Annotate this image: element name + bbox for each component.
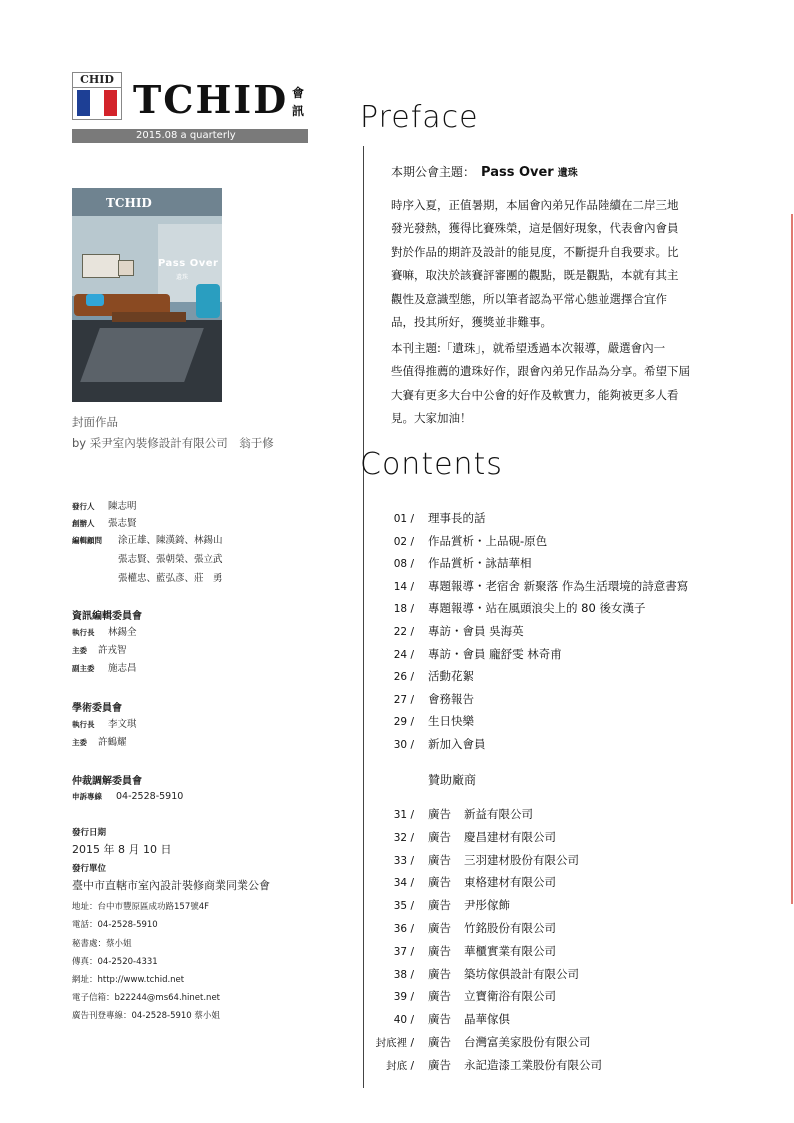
flag-icon	[77, 90, 117, 116]
staff-advisors-2: 張志賢、張朝榮、張立武	[118, 554, 223, 565]
toc-item[interactable]: 14 / 專題報導・老宿舍 新聚落 作為生活環境的詩意書寫	[393, 578, 689, 593]
column-divider	[363, 146, 364, 1088]
preface-paragraph-2: 本刊主題:「遺珠」，就希望透過本次報導，嚴選會內一 些值得推薦的遺珠好作，跟會內弟兄作品為分享。希望下屆 大賽有更多大台中公會的好作及軟實力，能夠被更多人看 見。大家加油！	[391, 341, 690, 426]
page-edge-mark	[791, 214, 793, 904]
ad-item[interactable]: 35 / 廣告 尹彤傢飾	[393, 898, 510, 913]
toc-item[interactable]: 02 / 作品賞析・上品硯-原色	[393, 533, 548, 548]
publish-unit-label: 發行單位	[72, 864, 107, 874]
ad-item[interactable]: 33 / 廣告 三羽建材股份有限公司	[393, 852, 579, 867]
logo-text: CHID	[73, 73, 121, 88]
ad-item[interactable]: 31 / 廣告 新益有限公司	[393, 807, 533, 821]
publish-unit-value: 臺中市直轄市室內設計裝修商業同業公會	[72, 879, 270, 892]
ad-item[interactable]: 40 / 廣告 晶華傢俱	[393, 1012, 510, 1027]
toc-item[interactable]: 26 / 活動花絮	[393, 669, 474, 684]
brand-title: TCHID	[133, 77, 289, 122]
academic-member: 主委 許鶴耀	[72, 737, 127, 748]
ad-item[interactable]: 38 / 廣告 築坊傢俱設計有限公司	[393, 966, 579, 981]
toc-item[interactable]: 27 / 會務報告	[393, 691, 474, 706]
publish-date-label: 發行日期	[72, 828, 107, 838]
preface-heading: Preface	[360, 100, 479, 135]
issue-band: 2015.08 a quarterly	[72, 129, 308, 143]
academic-committee-title: 學術委員會	[72, 703, 122, 714]
cover-headline: Pass Over	[158, 258, 219, 269]
editorial-member: 主委 許戎智	[72, 645, 127, 656]
staff-founder: 創辦人 張志賢	[72, 518, 137, 529]
preface-paragraph-1: 時序入夏，正值暑期，本屆會內弟兄作品陸續在二岸三地 發光發熱，獲得比賽殊榮，這是個好現象，代表會內會員 對於作品的期許及設計的能見度，不斷提升自我要求。比 賽嘛，取決於該賽評審團的觀點，既是觀點，本就有其主 觀性及意識型態，所以筆者認為平常心態並選擇合宜作 品，投其所好，獲獎並非難事。	[391, 198, 679, 330]
staff-publisher: 發行人 陳志明	[72, 501, 137, 512]
ad-item[interactable]: 32 / 廣告 慶昌建材有限公司	[393, 829, 556, 844]
ad-item[interactable]: 36 / 廣告 竹銘股份有限公司	[393, 921, 556, 935]
toc-item[interactable]: 08 / 作品賞析・詠喆華相	[393, 556, 532, 571]
contents-heading: Contents	[360, 447, 503, 482]
academic-member: 執行長 李文琪	[72, 719, 137, 730]
website-link[interactable]: 網址：http://www.tchid.net	[72, 975, 185, 985]
cover-caption-credit: by 采尹室內裝修設計有限公司 翁于修	[72, 436, 274, 450]
arbitration-member: 申訴專線 04-2528-5910	[72, 791, 184, 802]
staff-advisors: 編輯顧問 涂正雄、陳漢錡、林錫山	[72, 535, 223, 546]
cover-image	[72, 188, 222, 402]
phone: 電話：04-2528-5910	[72, 920, 158, 930]
editorial-member: 執行長 林錫全	[72, 627, 137, 638]
cover-subheadline: 遺珠	[176, 274, 189, 281]
cover-title: TCHID	[106, 196, 152, 210]
toc-item[interactable]: 18 / 專題報導・站在風頭浪尖上的 80 後女漢子	[393, 601, 646, 616]
toc-item[interactable]: 22 / 專訪・會員 吳海英	[393, 624, 524, 638]
ad-item[interactable]: 封底 / 廣告 永記造漆工業股份有限公司	[386, 1057, 602, 1072]
ad-item[interactable]: 封底裡 / 廣告 台灣富美家股份有限公司	[375, 1035, 591, 1049]
cover-caption-label: 封面作品	[72, 415, 118, 429]
address: 地址：台中市豐原區成功路157號4F	[72, 902, 210, 912]
email-link[interactable]: 電子信箱：b22244@ms64.hinet.net	[72, 993, 221, 1003]
arbitration-committee-title: 仲裁調解委員會	[72, 776, 142, 787]
publish-date-value: 2015 年 8 月 10 日	[72, 843, 172, 856]
ad-hotline: 廣告刊登專線：04-2528-5910 蔡小姐	[72, 1011, 220, 1021]
editorial-member: 副主委 施志昌	[72, 663, 137, 674]
ad-item[interactable]: 39 / 廣告 立寶衛浴有限公司	[393, 989, 556, 1004]
ad-item[interactable]: 34 / 廣告 東格建材有限公司	[393, 875, 556, 890]
brand-side-text: 會訊	[292, 86, 305, 118]
toc-item[interactable]: 29 / 生日快樂	[393, 714, 474, 729]
editorial-committee-title: 資訊編輯委員會	[72, 611, 142, 622]
chid-logo	[72, 72, 122, 120]
toc-item[interactable]: 01 / 理事長的話	[393, 511, 486, 525]
staff-advisors-3: 張權忠、藍弘彥、莊 勇	[118, 573, 223, 584]
ad-item[interactable]: 37 / 廣告 華櫃實業有限公司	[393, 943, 556, 958]
toc-item[interactable]: 30 / 新加入會員	[393, 737, 486, 751]
preface-theme: 本期公會主題： Pass Over 遺珠	[391, 165, 578, 180]
toc-item[interactable]: 24 / 專訪・會員 龐舒雯 林奇甫	[393, 646, 562, 661]
sponsor-heading: 贊助廠商	[428, 773, 477, 787]
fax: 傳真：04-2520-4331	[72, 957, 158, 967]
secretary: 秘書處：蔡小姐	[72, 939, 132, 949]
